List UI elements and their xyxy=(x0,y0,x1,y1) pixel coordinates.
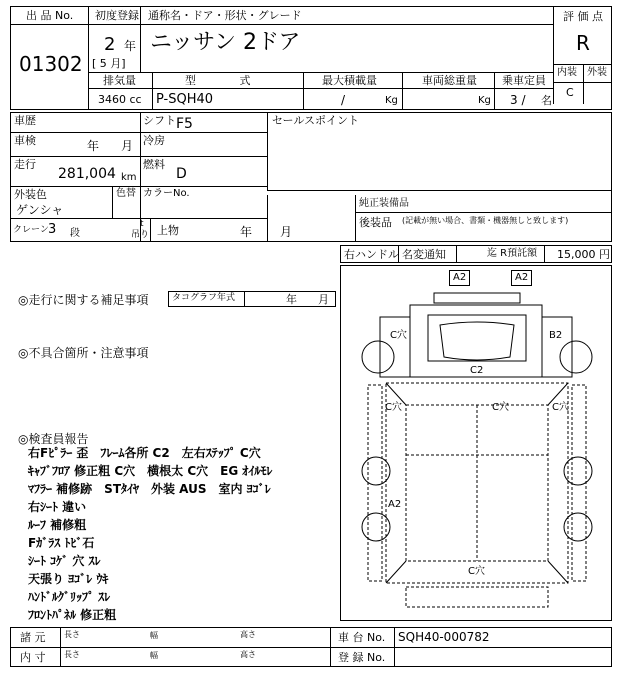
reg-year: 2 xyxy=(104,34,116,55)
report-line: ﾊﾝﾄﾞﾙｸﾞﾘｯﾌﾟ ｽﾚ xyxy=(28,590,111,604)
deck-line xyxy=(386,561,406,583)
max-load-label: 最大積載量 xyxy=(322,74,377,87)
fuel-value: D xyxy=(176,166,187,182)
front-bumper xyxy=(434,293,520,303)
reg-year-unit: 年 xyxy=(124,39,137,53)
divider xyxy=(583,64,584,104)
divider xyxy=(267,195,268,242)
width-label: 幅 xyxy=(150,651,158,660)
divider xyxy=(152,72,153,110)
exterior-color-label: 外装色 xyxy=(14,188,47,201)
mark-mid-center: C穴 xyxy=(492,402,509,413)
model-label: 型 式 xyxy=(185,74,271,87)
divider xyxy=(10,156,267,157)
grade-label: 評 価 点 xyxy=(563,10,603,23)
dims-label: 内 寸 xyxy=(20,651,46,664)
chassis-value: SQH40-000782 xyxy=(398,630,490,644)
reg-month: [ 5 月] xyxy=(92,57,126,70)
rhd-option: 右ハンドル xyxy=(344,248,399,261)
divider xyxy=(112,186,113,218)
inspection-month-unit: 月 xyxy=(121,139,134,153)
divider xyxy=(10,24,553,25)
color-no-label: カラーNo. xyxy=(143,188,190,199)
divider xyxy=(544,245,545,263)
model-header-label: 通称名・ドア・形状・グレード xyxy=(148,9,302,22)
report-line: ﾙｰﾌ 補修粗 xyxy=(28,518,87,532)
mark-mid-right: C穴 xyxy=(552,402,569,413)
deposit-label: 迄 R預託額 xyxy=(487,248,538,259)
name-change-option: 名変通知 xyxy=(402,248,446,261)
report-line: 右Fﾋﾟﾗｰ 歪 ﾌﾚｰﾑ各所 C2 左右ｽﾃｯﾌﾟ C穴 xyxy=(28,446,261,460)
crane-hang: 吊り xyxy=(131,230,150,240)
roof xyxy=(440,322,514,360)
divider xyxy=(494,72,495,110)
mileage-unit: km xyxy=(121,172,137,183)
divider xyxy=(244,291,245,307)
exterior-color-value: ゲンシャ xyxy=(16,203,64,217)
gross-weight-label: 車両総重量 xyxy=(422,74,477,87)
crane-label: クレーン xyxy=(13,225,49,235)
mark-mid-left: C穴 xyxy=(385,402,402,413)
defects-label: ◎不具合箇所・注意事項 xyxy=(18,346,149,360)
color-code-label: 色替 xyxy=(116,188,136,199)
height-label: 高さ xyxy=(240,650,256,659)
report-line: Fｶﾞﾗｽ ﾄﾋﾞ石 xyxy=(28,536,95,550)
divider xyxy=(267,112,268,190)
spec-label: 諸 元 xyxy=(20,631,46,644)
shift-value: F5 xyxy=(176,116,193,132)
divider xyxy=(330,627,331,667)
driving-notes-label: ◎走行に関する補足事項 xyxy=(18,293,149,307)
report-line: ﾌﾛﾝﾄﾊﾟﾈﾙ 修正粗 xyxy=(28,608,117,622)
divider xyxy=(402,72,403,110)
mark-center: C2 xyxy=(470,365,484,376)
history-label: 車歴 xyxy=(14,114,36,127)
mark-rear-left: A2 xyxy=(388,499,402,510)
divider xyxy=(456,245,457,263)
mark-front-right: A2 xyxy=(511,270,532,286)
displacement-value: 3460 cc xyxy=(98,93,142,106)
shift-label: シフト xyxy=(143,114,176,127)
reg-label: 登 録 No. xyxy=(338,651,386,664)
mark-front-left: A2 xyxy=(449,270,470,286)
fuel-label: 燃料 xyxy=(143,158,165,171)
tacho-month: 月 xyxy=(318,293,329,306)
mark-cab-right: B2 xyxy=(549,330,563,341)
mileage-label: 走行 xyxy=(14,158,36,171)
interior-label: 内装 xyxy=(557,67,577,78)
tacho-label: タコグラフ年式 xyxy=(172,293,236,303)
length-label: 長さ xyxy=(64,630,80,639)
right-gate xyxy=(572,385,586,581)
deposit-value: 15,000 xyxy=(557,248,596,261)
height-label: 高さ xyxy=(240,630,256,639)
inspection-year-unit: 年 xyxy=(87,139,100,153)
aftermarket-note: (記載が無い場合、書類・機器無しと致します) xyxy=(402,216,569,225)
mark-cab-left: C穴 xyxy=(390,330,407,341)
divider xyxy=(553,6,554,104)
lot-number: 01302 xyxy=(19,52,83,76)
report-line: 天張り ﾖｺﾞﾚ ｳｷ xyxy=(28,572,109,586)
mount-month: 月 xyxy=(280,225,293,239)
crane-value: 3 xyxy=(48,222,57,237)
car-name: ニッサン 2ドア xyxy=(150,30,301,55)
report-line: 右ｼｰﾄ 違い xyxy=(28,500,87,514)
crane-t: t xyxy=(140,219,144,229)
deposit-unit: 円 xyxy=(599,248,610,261)
capacity-unit: 名 xyxy=(541,94,552,107)
aftermarket-label: 後装品 xyxy=(359,216,392,229)
report-line: ﾏﾌﾗｰ 補修跡 STﾀｲﾔ 外装 AUS 室内 ﾖｺﾞﾚ xyxy=(28,482,271,496)
divider xyxy=(394,627,395,667)
length-label: 長さ xyxy=(64,650,80,659)
model-value: P-SQH40 xyxy=(156,92,214,107)
exterior-label: 外装 xyxy=(587,67,607,78)
divider xyxy=(10,186,267,187)
displacement-label: 排気量 xyxy=(103,74,136,87)
aircon-label: 冷房 xyxy=(143,134,165,147)
mark-bottom: C穴 xyxy=(468,566,485,577)
interior-value: C xyxy=(566,86,574,99)
divider xyxy=(88,72,553,73)
divider xyxy=(60,627,61,667)
divider xyxy=(88,88,553,89)
divider xyxy=(355,212,612,213)
gross-weight-unit: Kg xyxy=(478,95,491,106)
divider xyxy=(303,72,304,110)
crane-stage: 段 xyxy=(70,228,80,239)
max-load-value: / xyxy=(341,93,346,107)
left-gate xyxy=(368,385,382,581)
lot-label: 出 品 No. xyxy=(26,9,74,22)
divider xyxy=(267,190,612,191)
divider xyxy=(355,195,356,242)
capacity-label: 乗車定員 xyxy=(502,74,546,87)
mount-label: 上物 xyxy=(157,224,179,237)
rear-panel xyxy=(406,587,548,607)
cab-left-side xyxy=(380,317,410,377)
sales-point-label: セールスポイント xyxy=(272,114,360,127)
inspection-label: 車検 xyxy=(14,134,36,147)
cab-right-side xyxy=(542,317,572,377)
first-reg-label: 初度登録 xyxy=(95,9,139,22)
front-left-wheel xyxy=(362,341,394,373)
divider xyxy=(140,6,141,72)
report-line: ｷｬﾌﾞﾌﾛｱ 修正粗 C穴 横根太 C穴 EG ｵｲﾙﾓﾚ xyxy=(28,464,273,478)
mount-year: 年 xyxy=(240,225,253,239)
report-line: ｼｰﾄ ｺｹﾞ 穴 ｽﾚ xyxy=(28,554,101,568)
divider xyxy=(88,6,89,110)
grade-value: R xyxy=(576,31,590,55)
chassis-label: 車 台 No. xyxy=(338,631,386,644)
front-right-wheel xyxy=(560,341,592,373)
mileage-value: 281,004 xyxy=(58,166,116,182)
divider xyxy=(10,218,267,219)
divider xyxy=(10,132,267,133)
capacity-value: 3 / xyxy=(510,93,526,107)
genuine-label: 純正装備品 xyxy=(359,198,409,209)
deck-line xyxy=(548,561,568,583)
max-load-unit: Kg xyxy=(385,95,398,106)
divider xyxy=(150,218,151,242)
tacho-year: 年 xyxy=(286,293,297,306)
divider xyxy=(10,647,612,648)
inspector-label: ◎検査員報告 xyxy=(18,432,89,446)
width-label: 幅 xyxy=(150,631,158,640)
